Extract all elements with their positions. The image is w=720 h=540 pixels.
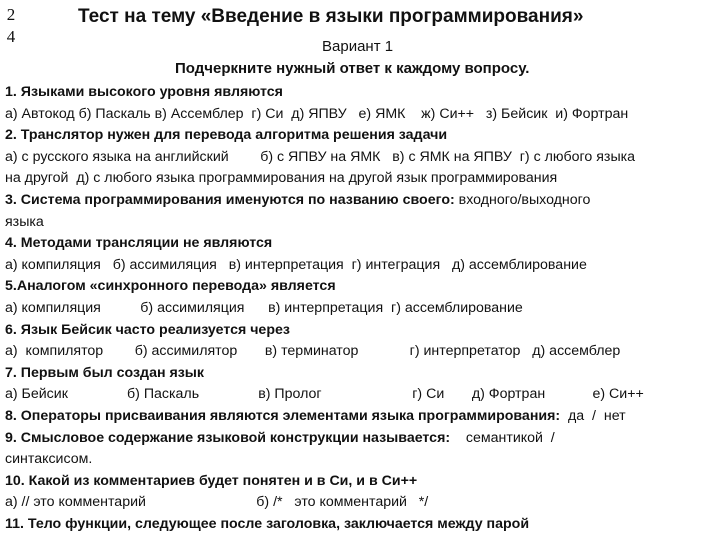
question-text: 1. Языками высокого уровня являются xyxy=(5,84,283,100)
question-line xyxy=(5,125,717,147)
question-text: 4. Методами трансляции не являются xyxy=(5,235,273,252)
question-line xyxy=(5,233,717,255)
answer-options[interactable]: а) Бейсик б) Паскаль в) Пролог г) Си д) Фортран е) Си++ xyxy=(5,386,644,403)
test-content xyxy=(5,82,717,535)
question-text: 3. Система программирования именуются по названию своего: xyxy=(5,191,459,208)
question-text: 8. Операторы присваивания являются элементами языка программирования: xyxy=(5,407,565,424)
answer-options-line xyxy=(5,449,717,471)
question-line xyxy=(5,276,717,298)
question-line xyxy=(5,363,717,385)
answer-options[interactable]: синтаксисом. xyxy=(5,451,93,468)
question-text: 2. Транслятор нужен для перевода алгоритма решения задачи xyxy=(5,127,448,144)
answer-options-line xyxy=(5,255,717,277)
question-line xyxy=(5,406,717,428)
answer-options[interactable]: языка xyxy=(5,213,44,230)
answer-options-line xyxy=(5,212,717,234)
question-text: 5.Аналогом «синхронного перевода» является xyxy=(5,278,336,295)
answer-options[interactable]: семантикой / xyxy=(454,429,555,446)
answer-options[interactable]: а) Автокод б) Паскаль в) Ассемблер г) Си д) ЯПВУ е) ЯМК ж) Си++ з) Бейсик и) Фортран xyxy=(5,105,629,122)
answer-options-line xyxy=(5,492,717,514)
answer-options-line xyxy=(5,147,717,169)
document-title: Тест на тему «Введение в языки программирования» xyxy=(78,6,584,27)
page-number xyxy=(4,4,18,48)
answer-options-line xyxy=(5,341,717,363)
answer-options[interactable]: а) компилятор б) ассимилятор в) терминатор г) интерпретатор д) ассемблер xyxy=(5,343,621,360)
variant-label: Вариант 1 xyxy=(322,38,394,55)
answer-options[interactable]: входного/выходного xyxy=(458,191,591,208)
answer-options[interactable]: на другой д) с любого языка программирования на другой язык программирования xyxy=(5,170,558,187)
answer-options[interactable]: а) с русского языка на английский б) с ЯПВУ на ЯМК в) с ЯМК на ЯПВУ г) с любого языка xyxy=(5,148,636,165)
question-text: 6. Язык Бейсик часто реализуется через xyxy=(5,321,290,338)
answer-options-line xyxy=(5,384,717,406)
page-number-digit: 4 xyxy=(6,27,16,46)
answer-options[interactable]: да / нет xyxy=(564,407,626,424)
question-line xyxy=(5,82,717,104)
page-number-digit: 2 xyxy=(6,5,16,24)
answer-options[interactable]: а) // это комментарий б) /* это комментарий */ xyxy=(5,494,429,511)
question-line xyxy=(5,471,717,493)
question-text: 7. Первым был создан язык xyxy=(5,364,205,381)
answer-options-line xyxy=(5,298,717,320)
answer-options[interactable]: а) компиляция б) ассимиляция в) интерпретация г) ассемблирование xyxy=(5,299,523,316)
question-line xyxy=(5,514,717,536)
question-text: 11. Тело функции, следующее после заголовка, заключается между парой xyxy=(5,515,530,532)
answer-options[interactable]: а) компиляция б) ассимиляция в) интерпретация г) интеграция д) ассемблирование xyxy=(5,256,587,273)
question-line xyxy=(5,428,717,450)
answer-options-line xyxy=(5,104,717,126)
question-line xyxy=(5,190,717,212)
answer-options-line xyxy=(5,168,717,190)
question-text: 10. Какой из комментариев будет понятен и в Си, и в Си++ xyxy=(5,472,418,489)
question-line xyxy=(5,320,717,342)
question-text: 9. Смысловое содержание языковой конструкции называется: xyxy=(5,429,455,446)
instruction-text: Подчеркните нужный ответ к каждому вопросу. xyxy=(175,60,530,77)
